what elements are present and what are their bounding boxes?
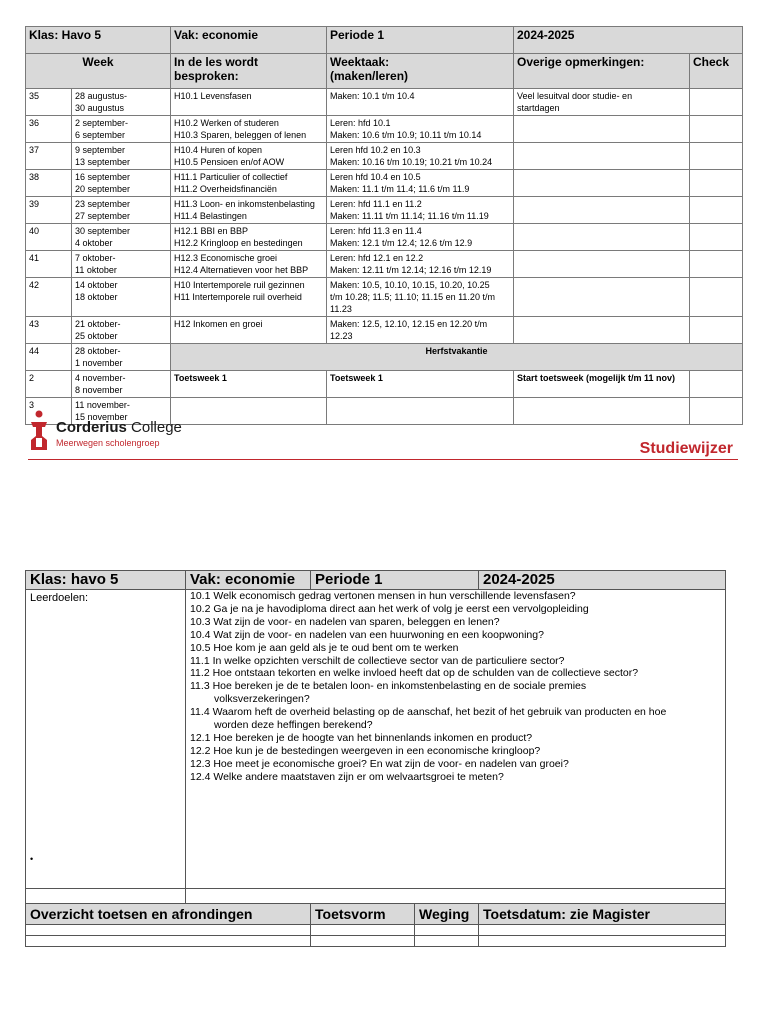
klas-cell: Klas: Havo 5	[26, 27, 171, 54]
leerdoel-item: 11.3 Hoe bereken je de te betalen loon- en inkomstenbelasting en de sociale premies	[190, 680, 587, 693]
leerdoelen-label: Leerdoelen:	[30, 592, 89, 604]
table-row	[26, 925, 726, 936]
date-start: 16 september	[75, 172, 131, 182]
date-end: 6 september	[75, 130, 126, 140]
table-row	[26, 143, 743, 170]
week-number: 40	[26, 224, 72, 251]
week-number: 41	[26, 251, 72, 278]
leerdoel-item: 10.1 Welk economisch gedrag vertonen mensen in hun verschillende levensfasen?	[190, 590, 576, 602]
table-row	[26, 224, 743, 251]
task-cell: Toetsweek 1	[327, 371, 514, 398]
task-cell	[327, 398, 514, 425]
date-start: 9 september	[75, 145, 126, 155]
check-cell[interactable]	[690, 278, 743, 317]
week-dates	[72, 251, 171, 278]
week-number: 39	[26, 197, 72, 224]
task-line: Leren: hfd 10.1	[330, 118, 391, 128]
school-name-bold: Corderius	[56, 419, 127, 436]
table-row	[26, 278, 743, 317]
topic-line: H12.3 Economische groei	[174, 253, 278, 263]
remarks-cell	[514, 317, 690, 344]
jaar-cell: 2024-2025	[514, 27, 743, 54]
leerdoel-item: 12.2 Hoe kun je de bestedingen weergeven in een economische kringloop?	[190, 744, 541, 757]
date-start: 28 oktober-	[75, 346, 121, 356]
table-row	[26, 197, 743, 224]
week-dates	[72, 224, 171, 251]
leerdoelen-label-cell	[26, 590, 186, 889]
task-line: Leren: hfd 12.1 en 12.2	[330, 253, 424, 263]
leerdoel-item: 12.3 Hoe meet je economische groei? En wat zijn de voor- en nadelen van groei?	[190, 757, 569, 770]
task-line: 11.23	[330, 304, 352, 314]
topic-cell: Toetsweek 1	[171, 371, 327, 398]
topic-cell	[171, 317, 327, 344]
date-end: 27 september	[75, 211, 131, 221]
empty-cell	[26, 925, 311, 936]
les-column-header: In de les wordt besproken:	[171, 54, 327, 89]
task-line: Maken: 10.16 t/m 10.19; 10.21 t/m 10.24	[330, 157, 493, 167]
remark-line: startdagen	[517, 103, 560, 113]
date-start: 28 augustus-	[75, 91, 128, 101]
week-number: 42	[26, 278, 72, 317]
remarks-cell	[514, 251, 690, 278]
task-cell	[327, 197, 514, 224]
date-end: 25 oktober	[75, 331, 118, 341]
week-dates	[72, 89, 171, 116]
week-number: 38	[26, 170, 72, 197]
date-end: 11 oktober	[75, 265, 117, 275]
goals-body-row	[26, 590, 726, 889]
week-column-header: Week	[26, 54, 171, 89]
remarks-cell: Start toetsweek (mogelijk t/m 11 nov)	[514, 371, 690, 398]
topic-cell	[171, 197, 327, 224]
week-dates	[72, 278, 171, 317]
date-start: 30 september	[75, 226, 131, 236]
remarks-cell	[514, 398, 690, 425]
week-number: 43	[26, 317, 72, 344]
check-column-header: Check	[690, 54, 743, 89]
weektaak-header-line2: (maken/leren)	[330, 69, 409, 83]
date-start: 23 september	[75, 199, 131, 209]
remarks-cell	[514, 89, 690, 116]
table-row	[26, 344, 743, 371]
topic-line: H10.3 Sparen, beleggen of lenen	[174, 130, 307, 140]
leerdoel-item: 11.1 In welke opzichten verschilt de collectieve sector van de particuliere sector?	[190, 654, 565, 667]
leerdoel-item: 10.2 Ga je na je havodiploma direct aan het werk of volg je eerst een vervolgopleiding	[190, 602, 589, 615]
check-cell[interactable]	[690, 116, 743, 143]
topic-cell	[171, 143, 327, 170]
check-cell[interactable]	[690, 371, 743, 398]
topic-line: H10 Intertemporele ruil gezinnen	[174, 280, 305, 290]
date-start: 7 oktober-	[75, 253, 116, 263]
toetsvorm-header: Toetsvorm	[311, 904, 415, 925]
table-row	[26, 89, 743, 116]
date-start: 14 oktober	[75, 280, 118, 290]
week-dates	[72, 197, 171, 224]
empty-cell	[186, 889, 726, 904]
task-cell	[327, 89, 514, 116]
date-end: 18 oktober	[75, 292, 118, 302]
empty-cell	[311, 925, 415, 936]
task-line: Leren hfd 10.2 en 10.3	[330, 145, 421, 155]
task-line: Maken: 10.5, 10.10, 10.15, 10.20, 10.25	[330, 280, 490, 290]
leerdoelen-list	[186, 590, 726, 889]
schedule-header-row	[26, 27, 743, 54]
remarks-cell	[514, 170, 690, 197]
task-line: Maken: 11.11 t/m 11.14; 11.16 t/m 11.19	[330, 211, 489, 221]
header-divider	[28, 459, 738, 460]
empty-cell	[26, 936, 311, 947]
date-end: 15 november	[75, 412, 128, 422]
check-cell[interactable]	[690, 224, 743, 251]
empty-row	[26, 889, 726, 904]
overzicht-header-row	[26, 904, 726, 925]
schedule-table	[25, 26, 743, 425]
topic-line: H11 Intertemporele ruil overheid	[174, 292, 302, 302]
goals-header-row	[26, 571, 726, 590]
empty-cell	[311, 936, 415, 947]
weektaak-column-header	[327, 54, 514, 89]
topic-line: H11.3 Loon- en inkomstenbelasting	[174, 199, 315, 209]
topic-line: H12.4 Alternatieven voor het BBP	[174, 265, 309, 275]
leerdoel-item: volksverzekeringen?	[214, 693, 310, 706]
task-cell	[327, 170, 514, 197]
topic-line: H11.2 Overheidsfinanciën	[174, 184, 277, 194]
school-name	[56, 419, 182, 436]
bullet-marker: •	[30, 854, 34, 864]
leerdoel-item: 11.2 Hoe ontstaan tekorten en welke invloed heeft dat op de schulden van de collectieve sector?	[190, 667, 639, 680]
empty-cell	[26, 889, 186, 904]
task-line: 12.23	[330, 331, 353, 341]
topic-line: H12.1 BBI en BBP	[174, 226, 249, 236]
date-end: 30 augustus	[75, 103, 125, 113]
leerdoel-item: 10.3 Wat zijn de voor- en nadelen van sparen, beleggen en lenen?	[190, 615, 500, 628]
topic-cell	[171, 278, 327, 317]
school-subtitle: Meerwegen scholengroep	[56, 438, 160, 448]
task-line: Maken: 12.1 t/m 12.4; 12.6 t/m 12.9	[330, 238, 473, 248]
week-number: 3	[26, 398, 72, 425]
date-start: 11 november-	[75, 400, 130, 410]
weging-header: Weging	[415, 904, 479, 925]
leerdoel-item: 10.5 Hoe kom je aan geld als je te oud bent om te werken	[190, 641, 459, 654]
date-end: 1 november	[75, 358, 123, 368]
topic-cell	[171, 224, 327, 251]
opmerkingen-column-header: Overige opmerkingen:	[514, 54, 690, 89]
task-line: Leren: hfd 11.1 en 11.2	[330, 199, 422, 209]
date-end: 13 september	[75, 157, 131, 167]
week-dates	[72, 170, 171, 197]
topic-line: H11.1 Particulier of collectief	[174, 172, 288, 182]
task-line: Leren: hfd 11.3 en 11.4	[330, 226, 422, 236]
jaar-cell: 2024-2025	[479, 571, 726, 590]
week-dates	[72, 344, 171, 371]
task-cell	[327, 116, 514, 143]
task-line: Maken: 12.5, 12.10, 12.15 en 12.20 t/m	[330, 319, 488, 329]
week-number: 37	[26, 143, 72, 170]
topic-line: H10.1 Levensfasen	[174, 91, 252, 101]
toetsdatum-header: Toetsdatum: zie Magister	[479, 904, 726, 925]
task-line: Maken: 10.6 t/m 10.9; 10.11 t/m 10.14	[330, 130, 482, 140]
schedule-columns-row	[26, 54, 743, 89]
topic-line: H11.4 Belastingen	[174, 211, 247, 221]
table-row	[26, 116, 743, 143]
weektaak-header-line1: Weektaak:	[330, 55, 390, 69]
remark-line: Veel lesuitval door studie- en	[517, 91, 633, 101]
week-dates	[72, 143, 171, 170]
check-cell[interactable]	[690, 170, 743, 197]
week-number: 35	[26, 89, 72, 116]
check-cell[interactable]	[690, 398, 743, 425]
date-end: 4 oktober	[75, 238, 113, 248]
week-dates	[72, 116, 171, 143]
herfstvakantie-cell: Herfstvakantie	[171, 344, 743, 371]
empty-cell	[415, 925, 479, 936]
check-cell[interactable]	[690, 197, 743, 224]
topic-line: H12.2 Kringloop en bestedingen	[174, 238, 303, 248]
task-cell	[327, 251, 514, 278]
task-cell	[327, 317, 514, 344]
periode-cell: Periode 1	[327, 27, 514, 54]
leerdoel-item: worden deze heffingen berekend?	[214, 719, 373, 732]
remarks-cell	[514, 224, 690, 251]
task-line: Maken: 10.1 t/m 10.4	[330, 91, 415, 101]
week-number: 2	[26, 371, 72, 398]
leerdoel-item: 12.1 Hoe bereken je de hoogte van het binnenlands inkomen en product?	[190, 731, 533, 744]
topic-line: H10.5 Pensioen en/of AOW	[174, 157, 285, 167]
topic-cell	[171, 116, 327, 143]
task-cell	[327, 143, 514, 170]
date-start: 2 september-	[75, 118, 129, 128]
task-cell	[327, 224, 514, 251]
week-dates	[72, 317, 171, 344]
check-cell[interactable]	[690, 251, 743, 278]
table-row	[26, 170, 743, 197]
remarks-cell	[514, 116, 690, 143]
date-start: 4 november-	[75, 373, 126, 383]
empty-cell	[415, 936, 479, 947]
vak-cell: Vak: economie	[171, 27, 327, 54]
klas-cell: Klas: havo 5	[26, 571, 186, 590]
date-end: 20 september	[75, 184, 131, 194]
school-name-suffix: College	[131, 419, 182, 436]
topic-line: H12 Inkomen en groei	[174, 319, 263, 329]
task-line: Maken: 11.1 t/m 11.4; 11.6 t/m 11.9	[330, 184, 470, 194]
vak-cell: Vak: economie	[186, 571, 311, 590]
date-start: 21 oktober-	[75, 319, 121, 329]
task-line: Maken: 12.11 t/m 12.14; 12.16 t/m 12.19	[330, 265, 492, 275]
document-title: Studiewijzer	[639, 440, 733, 457]
remarks-cell	[514, 278, 690, 317]
check-cell[interactable]	[690, 89, 743, 116]
check-cell[interactable]	[690, 143, 743, 170]
table-row	[26, 251, 743, 278]
remarks-cell	[514, 143, 690, 170]
periode-cell: Periode 1	[311, 571, 479, 590]
week-number: 44	[26, 344, 72, 371]
date-end: 8 november	[75, 385, 123, 395]
leerdoel-item: 12.4 Welke andere maatstaven zijn er om welvaartsgroei te meten?	[190, 770, 504, 783]
remarks-cell	[514, 197, 690, 224]
task-line: Leren hfd 10.4 en 10.5	[330, 172, 421, 182]
topic-line: H10.4 Huren of kopen	[174, 145, 263, 155]
check-cell[interactable]	[690, 317, 743, 344]
week-dates	[72, 371, 171, 398]
task-line: t/m 10.28; 11.5; 11.10; 11.15 en 11.20 t/m	[330, 292, 495, 302]
table-row	[26, 317, 743, 344]
leerdoel-item: 10.4 Wat zijn de voor- en nadelen van een huurwoning en een koopwoning?	[190, 628, 544, 641]
topic-line: H10.2 Werken of studeren	[174, 118, 279, 128]
empty-cell	[479, 936, 726, 947]
overzicht-title: Overzicht toetsen en afrondingen	[26, 904, 311, 925]
table-row	[26, 371, 743, 398]
empty-cell	[479, 925, 726, 936]
topic-cell	[171, 251, 327, 278]
table-row	[26, 936, 726, 947]
task-cell	[327, 278, 514, 317]
leerdoel-item: 11.4 Waarom heft de overheid belasting op de aanschaf, het bezit of het gebruik van producten en hoe	[190, 706, 667, 719]
week-number: 36	[26, 116, 72, 143]
topic-cell	[171, 170, 327, 197]
goals-table	[25, 570, 726, 947]
topic-cell	[171, 89, 327, 116]
